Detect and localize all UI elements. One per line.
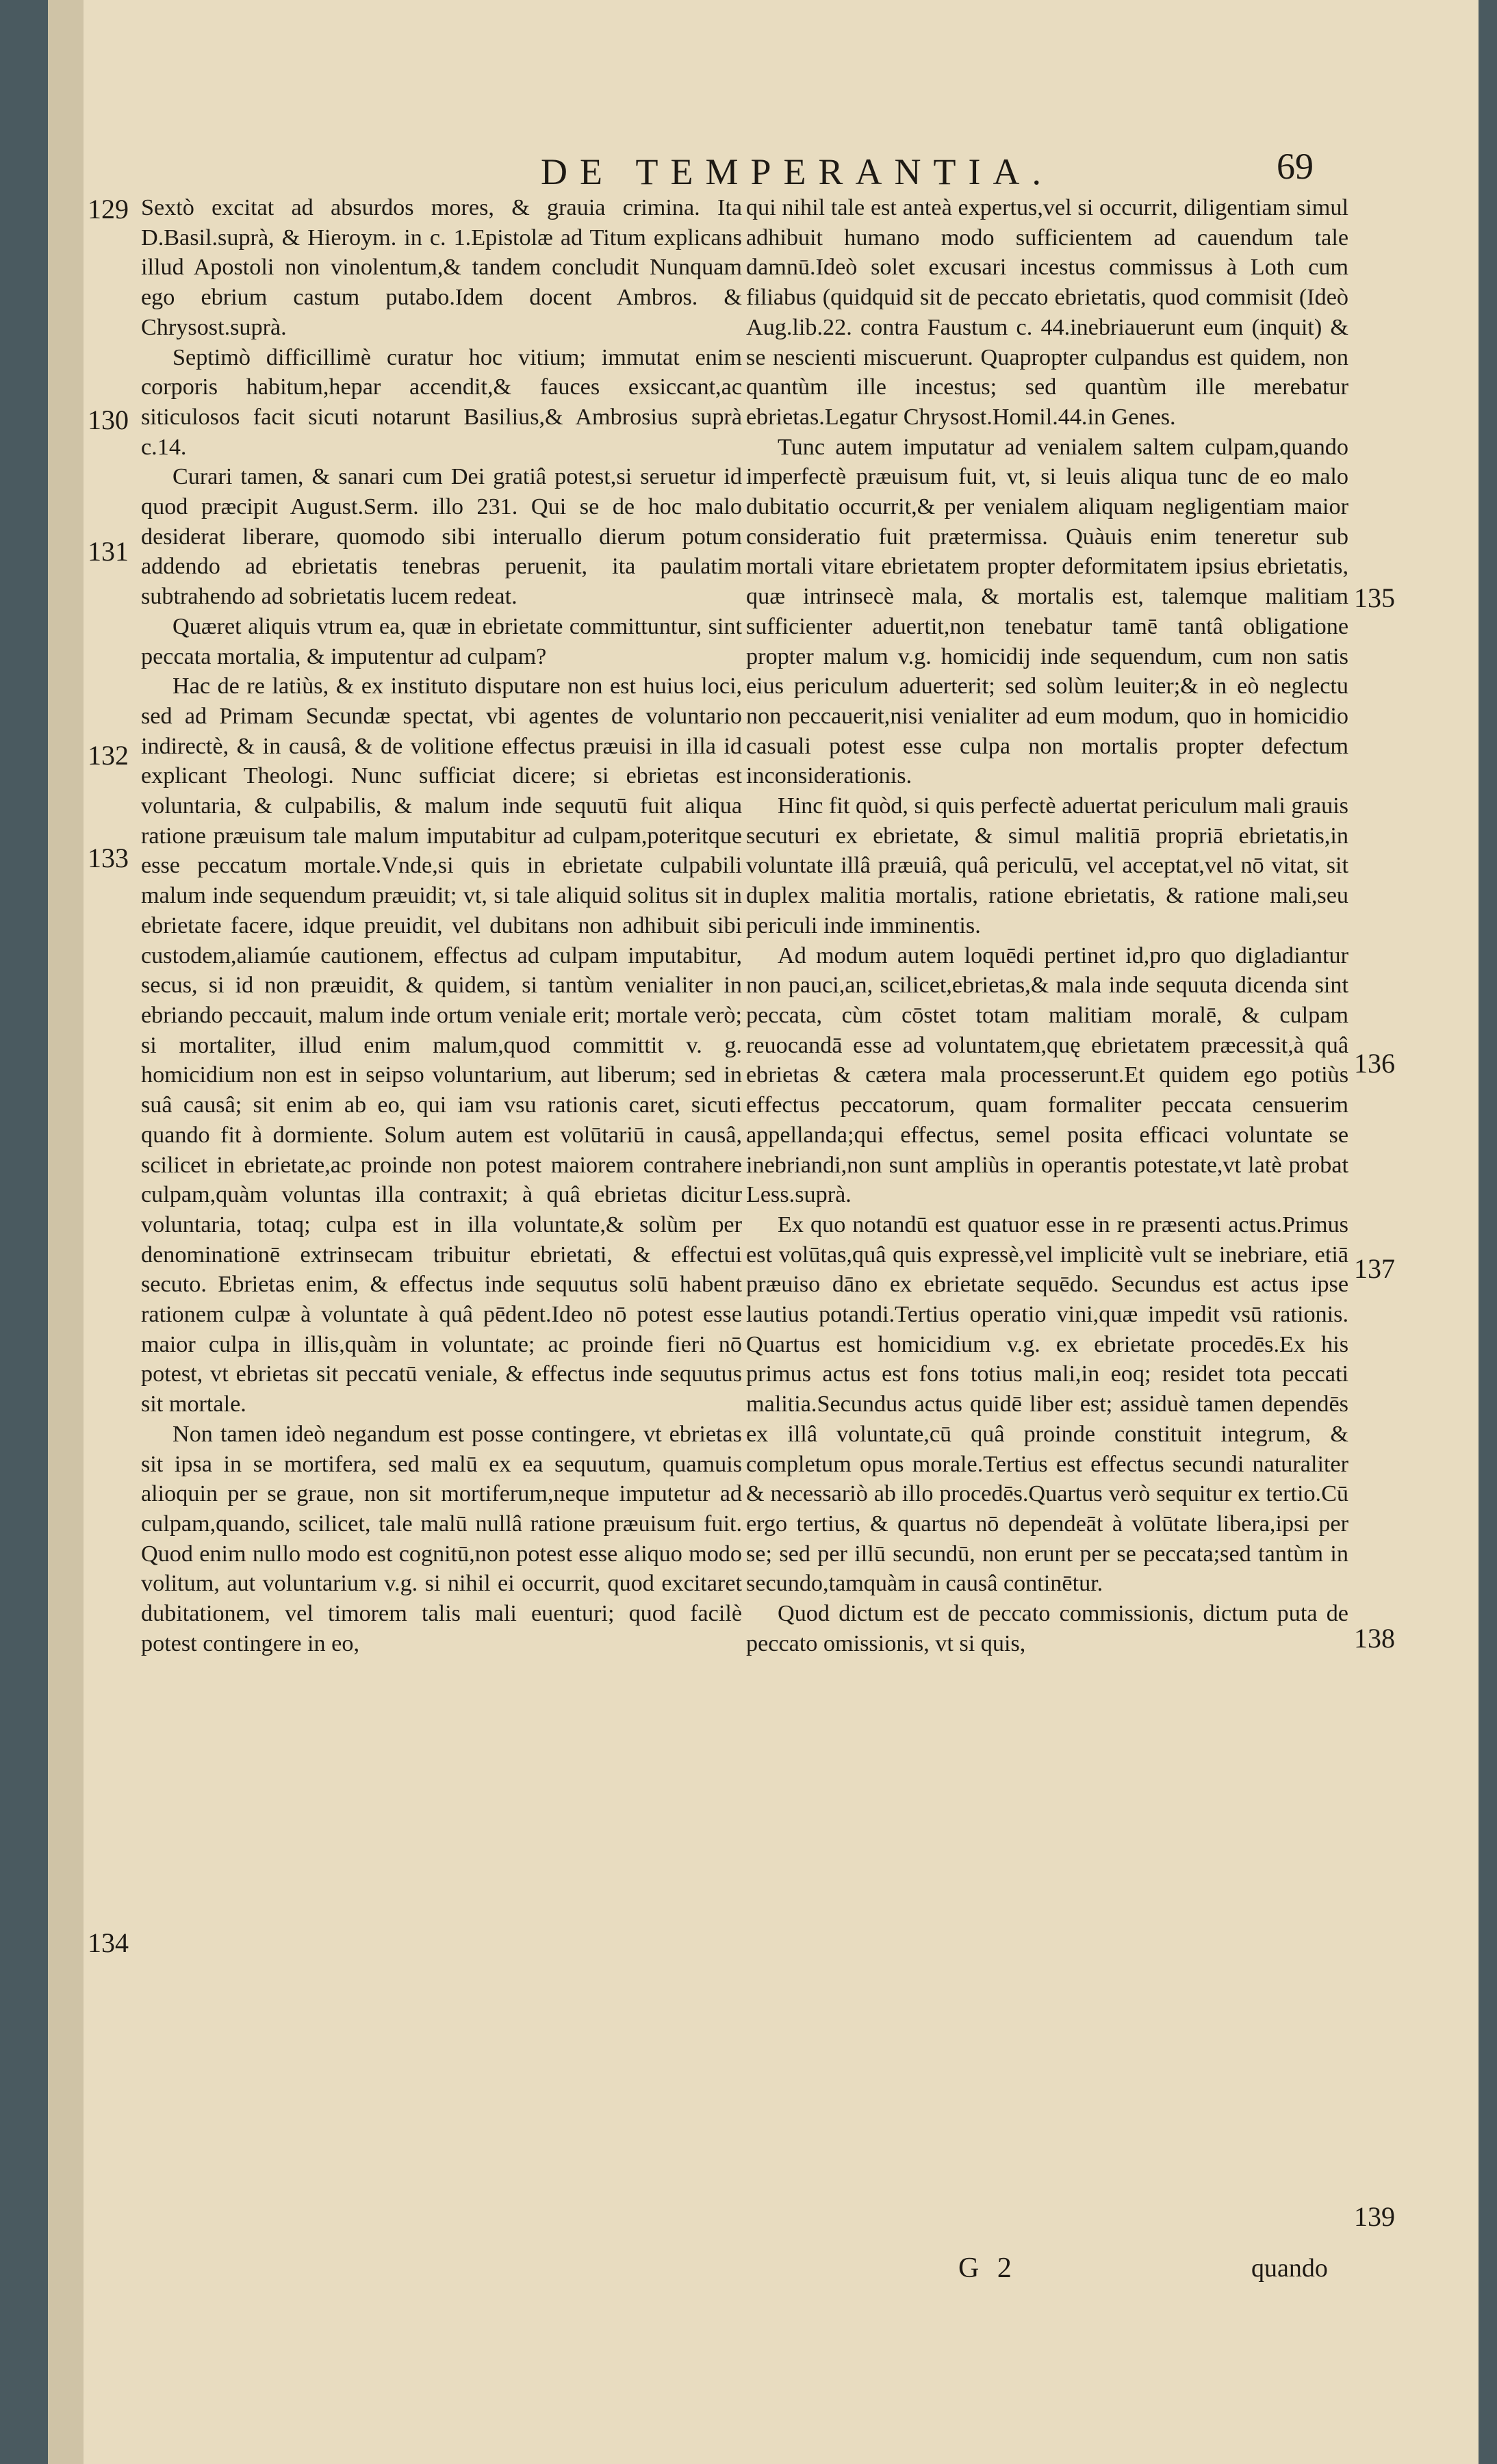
margin-number: 130 — [88, 405, 129, 435]
margin-number: 135 — [1354, 582, 1395, 613]
paragraph: Ad modum autem loquēdi pertinet id,pro quo digladiantur non pauci,an, scilicet,ebrietas,& mala inde sequuta dicenda sint peccata, cùm cōstet totam malitiam moralē, & culpam reuocandā esse ad voluntatem,quę ebrietatem præcessit,à quâ ebrietas & cætera mala processerunt.Et quidem ego potiùs effectus peccatorum, quam formaliter peccata censuerim appellanda;qui effectus, semel posita efficaci voluntate se inebriandi,non sunt ampliùs in operantis potestate,vt latè probat Less.suprà. — [746, 942, 1348, 1208]
catchword: quando — [1251, 2254, 1328, 2283]
margin-number: 136 — [1354, 1048, 1395, 1079]
margin-number: 139 — [1354, 2201, 1395, 2232]
page-gutter — [48, 0, 84, 2464]
paragraph: Sextò excitat ad absurdos mores, & grauia crimina. Ita D.Basil.suprà, & Hieroym. in c. 1.Epistolæ ad Titum explicans illud Apostoli non vinolentum,& tandem concludit Nunquam ego ebrium castum putabo.Idem docent Ambros. & Chrysost.suprà. — [141, 195, 742, 340]
paragraph: Quod dictum est de peccato commissionis, dictum puta de peccato omissionis, vt si quis, — [746, 1601, 1348, 1656]
paragraph: Quæret aliquis vtrum ea, quæ in ebrietate committuntur, sint peccata mortalia, & imputentur ad culpam? — [141, 613, 742, 669]
paragraph: Hinc fit quòd, si quis perfectè aduertat periculum mali grauis secuturi ex ebrietate, & simul malitiā propriā ebrietatis,in voluntate illâ præuiâ, quâ periculū, vel acceptat,vel nō vitat, sit duplex malitia mortalis, ratione ebrietatis, & ratione mali,seu periculi inde imminentis. — [746, 793, 1348, 938]
margin-number: 133 — [88, 843, 129, 873]
margin-number: 134 — [88, 1927, 129, 1958]
paragraph: Tunc autem imputatur ad venialem saltem culpam,quando imperfectè præuisum fuit, vt, si leuis aliqua tunc de eo malo dubitatio occurrit,& per venialem aliquam negligentiam maior consideratio fuit prætermissa. Quàuis enim teneretur sub mortali vitare ebrietatem propter deformitatem ipsius ebrietatis, quæ intrinsecè mala, & mortalis est, talemque malitiam sufficienter aduertit,non tenebatur tamē tantâ obligatione propter malum v.g. homicidij inde sequendum, cum non satis eius periculum aduerterit; sed solùm leuiter;& in eò neglectu non peccauerit,nisi venialiter ad eum modum, quo in homicidio casuali potest esse culpa non mortalis propter defectum inconsiderationis. — [746, 434, 1348, 789]
paragraph: qui nihil tale est anteà expertus,vel si occurrit, diligentiam simul adhibuit humano modo sufficientem ad cauendum tale damnū.Ideò solet excusari incestus commissus à Loth cum filiabus (quidquid sit de peccato ebrietatis, quod commisit (Ideò Aug.lib.22. contra Faustum c. 44.inebriauerunt eum (inquit) & se nescienti miscuerunt. Quapropter culpandus est quidem, non quantùm ille incestus; sed quantùm ille merebatur ebrietas.Legatur Chrysost.Homil.44.in Genes. — [746, 195, 1348, 430]
paragraph: Curari tamen, & sanari cum Dei gratiâ potest,si seruetur id quod præcipit August.Serm. illo 231. Qui se de hoc malo desiderat liberare, quomodo sibi interuallo dierum potum addendo ad ebrietatis tenebras peruenit, ita paulatim subtrahendo ad sobrietatis lucem redeat. — [141, 464, 742, 610]
right-text-column — [746, 193, 1348, 1658]
left-text-column — [141, 193, 742, 1658]
paragraph: Ex quo notandū est quatuor esse in re præsenti actus.Primus est volūtas,quâ quis expressè,vel implicitè vult se inebriare, etiā præuiso dāno ex ebrietate sequēdo. Secundus est actus ipse lautius potandi.Tertius operatio vini,quæ impedit vsū rationis. Quartus est homicidium v.g. ex ebrietate procedēs.Ex his primus actus est fons totius mali,in eoq; residet tota peccati malitia.Secundus actus quidē liber est; assiduè tamen dependēs ex illâ voluntate,cū quâ proinde constituit integrum, & completum opus morale.Tertius est effectus secundi naturaliter & necessariò ab illo procedēs.Quartus verò sequitur ex tertio.Cū ergo tertius, & quartus nō dependeāt à volūtate libera,ipsi per se; sed per illū secundū, non erunt per se peccata;sed tantùm in secundo,tamquàm in causâ continētur. — [746, 1211, 1348, 1597]
paragraph: Non tamen ideò negandum est posse contingere, vt ebrietas sit ipsa in se mortifera, sed malū ex ea sequutum, quamuis alioquin per se graue, non sit mortiferum,neque imputetur ad culpam,quando, scilicet, tale malū nullâ ratione præuisum fuit. Quod enim nullo modo est cognitū,non potest esse aliquo modo volitum, aut voluntarium v.g. si nihil ei occurrit, quod excitaret dubitationem, vel timorem talis mali euenturi; quod facilè potest contingere in eo, — [141, 1421, 742, 1656]
running-head: DE TEMPERANTIA. — [541, 151, 1053, 192]
paragraph: Septimò difficillimè curatur hoc vitium; immutat enim corporis habitum,hepar accendit,& fauces exsiccant,ac siticulosos facit sicuti notarunt Basilius,& Ambrosius suprà c.14. — [141, 344, 742, 460]
margin-number: 137 — [1354, 1253, 1395, 1284]
margin-number: 129 — [88, 194, 129, 224]
page-number: 69 — [1277, 146, 1314, 187]
signature-mark: G 2 — [958, 2253, 1017, 2284]
book-page — [48, 0, 1479, 2464]
paragraph: Hac de re latiùs, & ex instituto disputare non est huius loci, sed ad Primam Secundæ spectat, vbi agentes de voluntario indirectè, & in causâ, & de volitione effectus præuisi in illa id explicant Theologi. Nunc sufficiat dicere; si ebrietas est voluntaria, & culpabilis, & malum inde sequutū fuit aliqua ratione præuisum tale malum imputabitur ad culpam,poteritque esse peccatum mortale.Vnde,si quis in ebrietate culpabili malum inde sequendum præuidit; vt, si tale aliquid solitus sit in ebrietate facere, idque preuidit, vel dubitans non adhibuit sibi custodem,aliamúe cautionem, effectus ad culpam imputabitur, secus, si id non præuidit, & quidem, si tantùm venialiter in ebriando peccauit, malum inde ortum veniale erit; mortale verò; si mortaliter, illud enim malum,quod committit v. g. homicidium non est in seipso voluntarium, aut liberum; sed in suâ causâ; sit enim ab eo, qui iam vsu rationis caret, sicuti quando fit à dormiente. Solum autem est volūtariū in causâ, scilicet in ebrietate,ac proinde non potest maiorem contrahere culpam,quàm voluntas illa contraxit; à quâ ebrietas dicitur voluntaria, totaq; culpa est in illa voluntate,& solùm per denominationē extrinsecam tribuitur ebrietati, & effectui secuto. Ebrietas enim, & effectus inde sequutus solū habent rationem culpæ à voluntate à quâ pēdent.Ideo nō potest esse maior culpa in illis,quàm in voluntate; ac proinde fieri nō potest, vt ebrietas sit peccatū veniale, & effectus inde sequutus sit mortale. — [141, 673, 742, 1417]
margin-number: 132 — [88, 740, 129, 771]
margin-number: 138 — [1354, 1623, 1395, 1654]
margin-number: 131 — [88, 536, 129, 567]
